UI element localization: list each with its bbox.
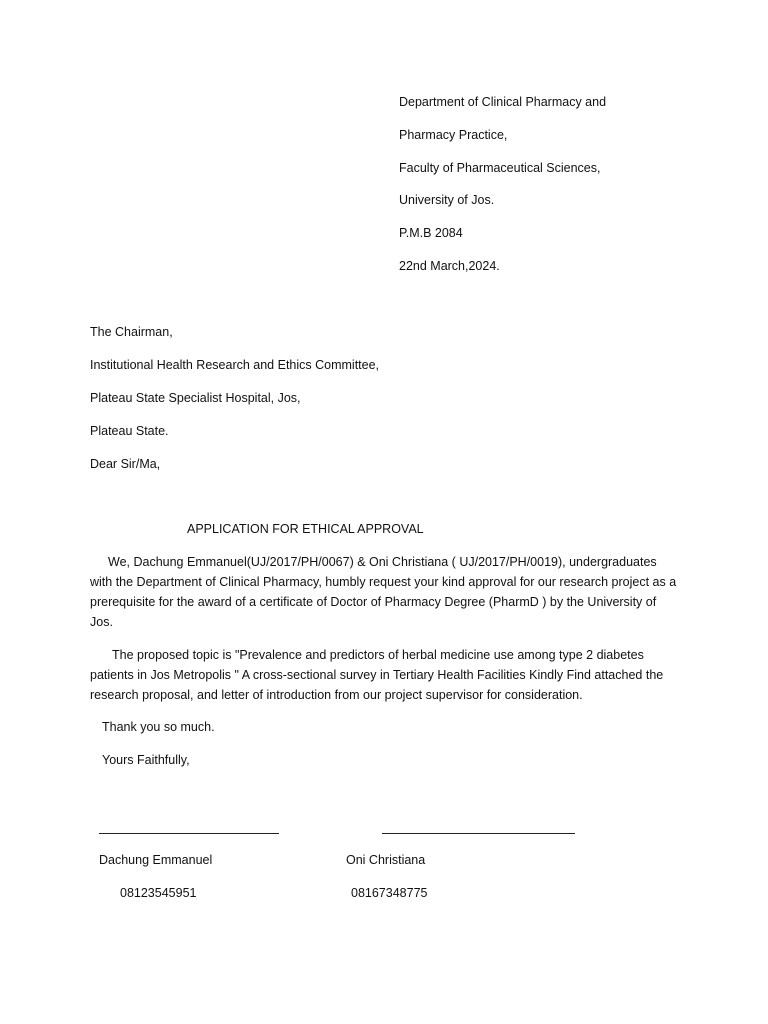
sender-address-line: P.M.B 2084 bbox=[399, 226, 463, 240]
body-paragraph: We, Dachung Emmanuel(UJ/2017/PH/0067) & Oni Christiana ( UJ/2017/PH/0019), undergraduates with the Department of Clinical Pharmacy, humbly request your kind approval for our research project as a prerequisite for the award of a certificate of Doctor of Pharmacy Degree (PharmD ) by the University of Jos. bbox=[90, 555, 677, 629]
body-paragraph: The proposed topic is "Prevalence and predictors of herbal medicine use among type 2 diabetes patients in Jos Metropolis " A cross-sectional survey in Tertiary Health Facilities Kindly Find attached the research proposal, and letter of introduction from our project supervisor for consideration. bbox=[90, 648, 664, 702]
sender-address-line: University of Jos. bbox=[399, 193, 495, 207]
signatory-name: Dachung Emmanuel bbox=[99, 853, 213, 867]
signatory-phone: 08167348775 bbox=[351, 886, 428, 900]
recipient-address-line: Plateau State. bbox=[90, 424, 169, 438]
signature-line bbox=[382, 833, 575, 834]
letter-subject: APPLICATION FOR ETHICAL APPROVAL bbox=[187, 522, 424, 536]
closing-sign-off: Yours Faithfully, bbox=[102, 753, 190, 767]
signatory-name: Oni Christiana bbox=[346, 853, 426, 867]
recipient-address-line: Institutional Health Research and Ethics Committee, bbox=[90, 358, 380, 372]
sender-address-line: Department of Clinical Pharmacy and bbox=[399, 95, 607, 109]
recipient-address-line: The Chairman, bbox=[90, 325, 173, 339]
signatory-phone: 08123545951 bbox=[120, 886, 197, 900]
sender-address-line: Faculty of Pharmaceutical Sciences, bbox=[399, 161, 601, 175]
sender-address-line: Pharmacy Practice, bbox=[399, 128, 508, 142]
salutation: Dear Sir/Ma, bbox=[90, 457, 161, 471]
closing-thanks: Thank you so much. bbox=[102, 720, 215, 734]
recipient-address-line: Plateau State Specialist Hospital, Jos, bbox=[90, 391, 301, 405]
letter-date: 22nd March,2024. bbox=[399, 259, 500, 273]
signature-line bbox=[99, 833, 279, 834]
